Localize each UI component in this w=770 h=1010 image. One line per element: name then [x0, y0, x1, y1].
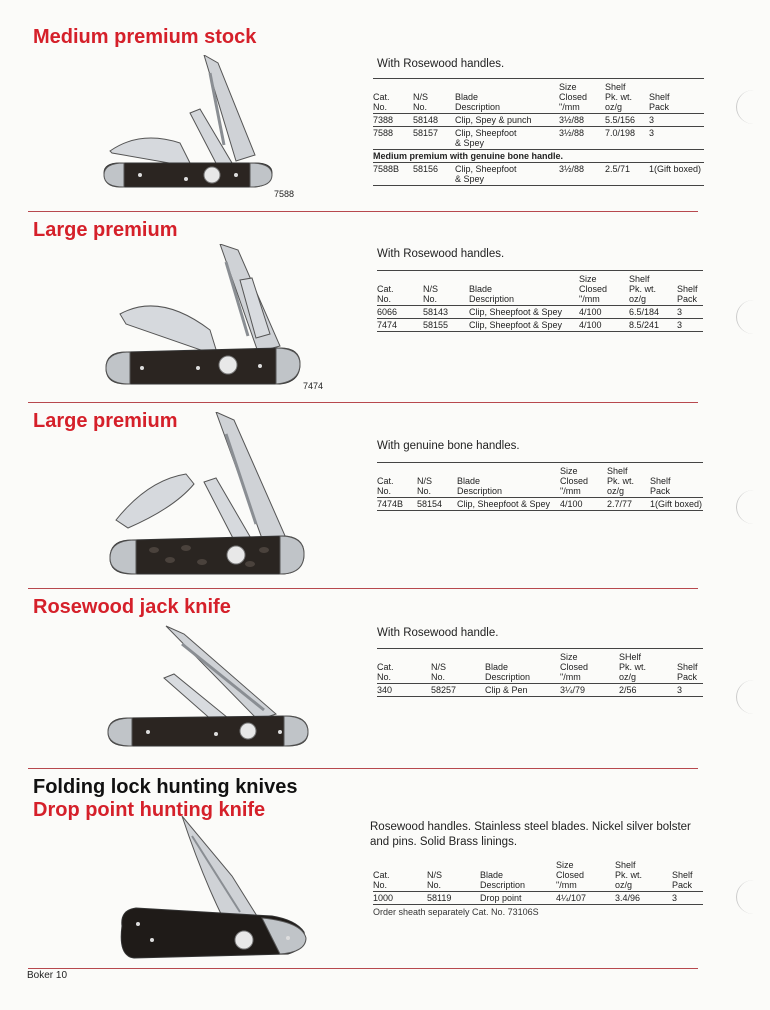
section-title: Rosewood jack knife — [33, 596, 231, 618]
bleed-mark — [736, 680, 770, 714]
section-title: Large premium — [33, 219, 178, 241]
product-table — [377, 270, 703, 332]
table-row: 340 58257 Clip & Pen 3¼/79 2/56 3 — [377, 684, 703, 697]
section-intro: With Rosewood handles. — [377, 248, 505, 260]
bleed-mark — [736, 300, 770, 334]
table-header: Cat. No. N/S No. Blade Description Size Closed "/mm Shelf Pk. wt. oz/g Shelf Pack — [377, 463, 703, 498]
section-divider — [28, 211, 698, 212]
col-ns: N/S No. — [413, 92, 429, 112]
section-intro: With Rosewood handles. — [377, 58, 505, 70]
section-title: Folding lock hunting knives — [33, 776, 298, 798]
page-footer: Boker 10 — [27, 970, 68, 981]
section-divider — [28, 402, 698, 403]
table-header: Cat. No. N/S No. Blade Description Size Closed "/mm SHelf Pk. wt. oz/g Shelf Pack — [377, 649, 703, 684]
table-row: 7474 58155 Clip, Sheepfoot & Spey 4/100 8.5/241 3 — [377, 319, 703, 332]
product-table — [373, 857, 703, 905]
col-pack: Shelf Pack — [649, 92, 670, 112]
jack-knife-image — [104, 622, 314, 752]
section-title: Large premium — [33, 410, 178, 432]
table-row: 1000 58119 Drop point 4¼/107 3.4/96 3 — [373, 892, 703, 905]
section-title: Medium premium stock — [33, 26, 257, 48]
table-header: Cat. No. N/S No. Blade Description Size Closed "/mm Shelf Pk. wt. oz/g Shelf Pack — [377, 271, 703, 306]
premium-stock-knife-image — [100, 55, 280, 200]
table-header: Cat. No. N/S No. Blade Description Size Closed "/mm Shelf Pk. wt. oz/g Shelf Pack — [373, 857, 703, 892]
knife-cat-label: 7588 — [274, 189, 295, 199]
table-row: 7388 58148 Clip, Spey & punch 3½/88 5.5/156 3 — [373, 114, 704, 127]
large-premium-knife-image — [100, 244, 310, 394]
section-intro: With genuine bone handles. — [377, 440, 520, 452]
section-intro: Rosewood handles. Stainless steel blades. Nickel silver bolster and pins. Solid Brass linings. — [370, 821, 691, 848]
table-row: 6066 58143 Clip, Sheepfoot & Spey 4/100 6.5/184 3 — [377, 306, 703, 319]
col-size: Size Closed "/mm — [559, 82, 588, 112]
product-table — [377, 462, 703, 511]
section-divider — [28, 588, 698, 589]
bone-premium-knife-image — [104, 412, 314, 580]
table-row: 7588 58157 Clip, Sheepfoot & Spey 3½/88 7.0/198 3 — [373, 127, 704, 150]
bleed-mark — [736, 90, 770, 124]
table-subhead: Medium premium with genuine bone handle. — [373, 150, 704, 163]
bleed-mark — [736, 490, 770, 524]
table-header — [373, 79, 704, 114]
product-table — [373, 78, 704, 186]
bleed-mark — [736, 880, 770, 914]
footer-divider — [28, 968, 698, 969]
order-note: Order sheath separately Cat. No. 73106S — [373, 907, 539, 917]
col-cat: Cat. No. — [373, 92, 390, 112]
table-row: 7474B 58154 Clip, Sheepfoot & Spey 4/100 2.7/77 1(Gift boxed) — [377, 499, 703, 509]
section-intro: With Rosewood handle. — [377, 627, 499, 639]
col-blade: Blade Description — [455, 92, 501, 112]
product-table — [377, 648, 703, 697]
section-subtitle: Drop point hunting knife — [33, 799, 266, 821]
table-row: 7588B 58156 Clip, Sheepfoot & Spey 3½/88 2.5/71 1(Gift boxed) — [373, 163, 704, 186]
col-weight: Shelf Pk. wt. oz/g — [605, 82, 633, 112]
knife-cat-label: 7474 — [303, 381, 324, 391]
section-divider — [28, 768, 698, 769]
hunting-knife-image — [112, 816, 322, 966]
